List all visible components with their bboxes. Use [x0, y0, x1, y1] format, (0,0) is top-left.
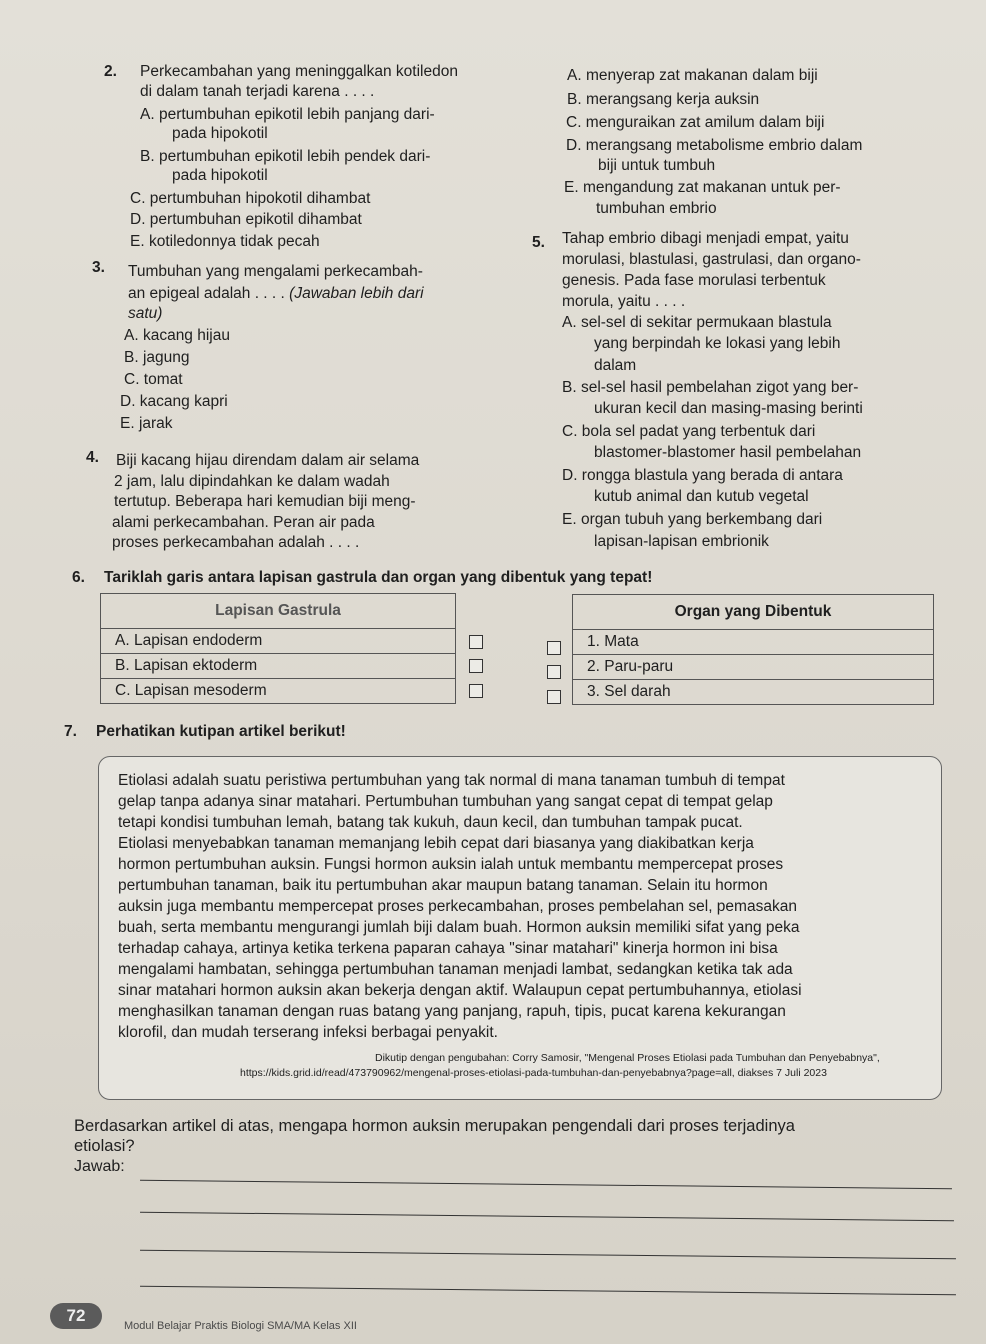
article-line: menghasilkan tanaman dengan ruas batang yang panjang, rapuh, tipis, pucat karena kekurangan	[118, 1003, 786, 1020]
article-line: Etiolasi adalah suatu peristiwa pertumbuhan yang tak normal di mana tanaman tumbuh di tempat	[118, 772, 785, 789]
q4-option-c: C. menguraikan zat amilum dalam biji	[566, 114, 825, 131]
article-line: auksin juga membantu mempercepat proses perkecambahan, proses pembelahan sel, pemasakan	[118, 898, 797, 915]
q2-option-a-line1: A. pertumbuhan epikotil lebih panjang dari-	[140, 106, 435, 123]
q5-option-b-line1: B. sel-sel hasil pembelahan zigot yang ber-	[562, 379, 859, 396]
article-line: gelap tanpa adanya sinar matahari. Pertumbuhan tumbuhan yang sangat cepat di tempat gelap	[118, 793, 773, 810]
page-number-badge: 72	[50, 1303, 102, 1329]
q7-stem: Perhatikan kutipan artikel berikut!	[96, 723, 346, 740]
q4-option-e-line1: E. mengandung zat makanan untuk per-	[564, 179, 841, 196]
q7-question-line1: Berdasarkan artikel di atas, mengapa hormon auksin merupakan pengendali dari proses terjadinya	[74, 1117, 795, 1135]
answer-line-1[interactable]	[140, 1180, 952, 1190]
q3-stem-line3: satu)	[128, 305, 163, 322]
article-line: sinar matahari hormon auksin akan bekerja dengan aktif. Walaupun cepat pertumbuhannya, etiolasi	[118, 982, 802, 999]
article-line: terhadap cahaya, artinya ketika terkena paparan cahaya "sinar matahari" kinerja hormon ini bisa	[118, 940, 778, 957]
answer-label: Jawab:	[74, 1158, 125, 1175]
q3-option-b: B. jagung	[124, 349, 190, 366]
q5-option-b-line2: ukuran kecil dan masing-masing berinti	[594, 400, 863, 417]
organ-header: Organ yang Dibentuk	[573, 595, 934, 630]
q5-stem-line2: morulasi, blastulasi, gastrulasi, dan organo-	[562, 251, 861, 268]
article-line: Etiolasi menyebabkan tanaman memanjang lebih cepat dari biasanya yang diakibatkan kerja	[118, 835, 754, 852]
q2-option-b-line1: B. pertumbuhan epikotil lebih pendek dari-	[140, 148, 431, 165]
q4-option-d-line2: biji untuk tumbuh	[598, 157, 716, 174]
gastrula-layer-header: Lapisan Gastrula	[101, 594, 456, 629]
article-line: hormon pertumbuhan auksin. Fungsi hormon auksin ialah untuk membantu mempercepat proses	[118, 856, 784, 873]
q2-number: 2.	[104, 63, 117, 80]
q5-option-d-line2: kutub animal dan kutub vegetal	[594, 488, 809, 505]
answer-line-4[interactable]	[140, 1286, 956, 1296]
book-title: Modul Belajar Praktis Biologi SMA/MA Kelas XII	[124, 1320, 357, 1332]
q4-stem-line4: alami perkecambahan. Peran air pada	[112, 514, 375, 531]
organ-3: 3. Sel darah	[573, 680, 934, 705]
q5-option-c-line2: blastomer-blastomer hasil pembelahan	[594, 444, 862, 461]
q3-stem-line2-text: an epigeal adalah . . . .	[128, 285, 290, 302]
q2-option-b-line2: pada hipokotil	[172, 167, 268, 184]
q5-stem-line1: Tahap embrio dibagi menjadi empat, yaitu	[562, 230, 849, 247]
q3-stem-line2	[128, 284, 424, 304]
answer-line-3[interactable]	[140, 1250, 956, 1260]
organ-2: 2. Paru-paru	[573, 655, 934, 680]
q2-option-a-line2: pada hipokotil	[172, 125, 268, 142]
match-dot-right-3[interactable]	[547, 690, 561, 704]
q5-option-a-line3: dalam	[594, 357, 637, 374]
q5-option-e-line1: E. organ tubuh yang berkembang dari	[562, 511, 823, 528]
q5-stem-line3: genesis. Pada fase morulasi terbentuk	[562, 272, 826, 289]
q3-option-a: A. kacang hijau	[124, 327, 230, 344]
q7-number: 7.	[64, 723, 77, 740]
article-line: mengalami hambatan, sehingga pertumbuhan tanaman menjadi lambat, sedangkan ketika tak ada	[118, 961, 793, 978]
gastrula-layer-b: B. Lapisan ektoderm	[101, 654, 456, 679]
citation-line1: Dikutip dengan pengubahan: Corry Samosir, "Mengenal Proses Etiolasi pada Tumbuhan dan Penyebabnya",	[375, 1052, 880, 1064]
q7-question-line2: etiolasi?	[74, 1137, 135, 1155]
q6-number: 6.	[72, 569, 85, 586]
q5-option-a-line1: A. sel-sel di sekitar permukaan blastula	[562, 314, 832, 331]
q4-option-a: A. menyerap zat makanan dalam biji	[567, 67, 818, 84]
q6-stem: Tariklah garis antara lapisan gastrula dan organ yang dibentuk yang tepat!	[104, 569, 653, 586]
q4-option-e-line2: tumbuhan embrio	[596, 200, 717, 217]
article-line: tetapi kondisi tumbuhan lemah, batang tak kukuh, daun kecil, dan tumbuhan tampak pucat.	[118, 814, 743, 831]
answer-line-2[interactable]	[140, 1212, 954, 1222]
gastrula-layer-c: C. Lapisan mesoderm	[101, 679, 456, 704]
q2-option-d: D. pertumbuhan epikotil dihambat	[130, 211, 362, 228]
q5-option-d-line1: D. rongga blastula yang berada di antara	[562, 467, 843, 484]
q5-stem-line4: morula, yaitu . . . .	[562, 293, 686, 310]
article-line: buah, serta membantu mengurangi jumlah biji dalam buah. Hormon auksin memiliki sifat yang peka	[118, 919, 800, 936]
citation-line2: https://kids.grid.id/read/473790962/mengenal-proses-etiolasi-pada-tumbuhan-dan-penyebabnya?page=all, diakses 7 Juli 2023	[240, 1067, 827, 1079]
q4-stem-line1: Biji kacang hijau direndam dalam air selama	[116, 452, 420, 469]
q2-option-e: E. kotiledonnya tidak pecah	[130, 233, 320, 250]
match-dot-left-b[interactable]	[469, 659, 483, 673]
q2-stem-line1: Perkecambahan yang meninggalkan kotiledon	[140, 63, 458, 80]
q4-option-d-line1: D. merangsang metabolisme embrio dalam	[566, 137, 863, 154]
q4-stem-line3: tertutup. Beberapa hari kemudian biji meng-	[114, 493, 416, 510]
q3-option-d: D. kacang kapri	[120, 393, 228, 410]
organ-1: 1. Mata	[573, 630, 934, 655]
organ-table	[572, 594, 934, 705]
q2-option-c: C. pertumbuhan hipokotil dihambat	[130, 190, 371, 207]
q5-number: 5.	[532, 234, 545, 251]
q3-stem-line2-note: (Jawaban lebih dari	[289, 285, 424, 302]
gastrula-layer-a: A. Lapisan endoderm	[101, 629, 456, 654]
q5-option-c-line1: C. bola sel padat yang terbentuk dari	[562, 423, 816, 440]
gastrula-layer-table	[100, 593, 456, 704]
q4-stem-line2: 2 jam, lalu dipindahkan ke dalam wadah	[114, 473, 390, 490]
match-dot-right-1[interactable]	[547, 641, 561, 655]
q3-number: 3.	[92, 259, 105, 276]
q4-number: 4.	[86, 449, 99, 466]
q4-option-b: B. merangsang kerja auksin	[567, 91, 760, 108]
q3-option-c: C. tomat	[124, 371, 183, 388]
match-dot-left-a[interactable]	[469, 635, 483, 649]
article-line: klorofil, dan mudah terserang infeksi berbagai penyakit.	[118, 1024, 498, 1041]
q3-stem-line1: Tumbuhan yang mengalami perkecambah-	[128, 263, 423, 280]
q5-option-a-line2: yang berpindah ke lokasi yang lebih	[594, 335, 841, 352]
q5-option-e-line2: lapisan-lapisan embrionik	[594, 533, 769, 550]
q4-stem-line5: proses perkecambahan adalah . . . .	[112, 534, 360, 551]
q2-stem-line2: di dalam tanah terjadi karena . . . .	[140, 83, 375, 100]
article-line: pertumbuhan tanaman, baik itu pertumbuhan akar maupun batang tanaman. Selain itu hormon	[118, 877, 768, 894]
q3-option-e: E. jarak	[120, 415, 173, 432]
match-dot-right-2[interactable]	[547, 665, 561, 679]
match-dot-left-c[interactable]	[469, 684, 483, 698]
